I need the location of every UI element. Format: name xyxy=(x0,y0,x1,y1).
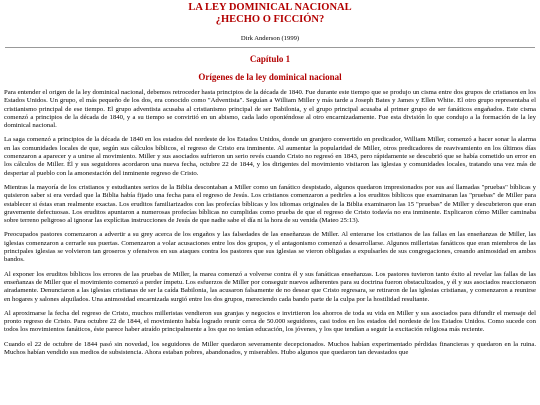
paragraph-4: Preocupados pastores comenzaron a advertir a su grey acerca de los engaños y las falsedades de las enseñanzas de Miller. Al enterarse los cristianos de las fallas en las enseñanzas de Miller, las iglesias comenzaron a cerrarle sus puertas. Comenzaron a volar acusaciones entre los dos grupos, y el antagonismo comenzó a desarrollarse. Algunos milleristas fanáticos que eran miembros de las principales iglesias se volvieron tan groseros y ofensivos en sus ataques contra los pastores que sus iglesias se vieron obligadas a expulsarles de sus congregaciones, creando animosidad en ambos bandos. xyxy=(4,231,536,264)
chapter-heading: Capítulo 1 xyxy=(249,54,291,64)
author-byline: Dirk Anderson (1999) xyxy=(240,35,300,42)
title-divider xyxy=(5,47,535,48)
body-text xyxy=(4,89,536,357)
paragraph-5: Al exponer los eruditos bíblicos los errores de las pruebas de Miller, la marea comenzó a volverse contra él y sus fanáticas enseñanzas. Los pastores tuvieron tanto éxito al revelar las fallas de las enseñanzas de Miller que el movimiento comenzó a perder ímpetu. Los esfuerzos de Miller por conseguir nuevos adherentes para su doctrina fueron obstaculizados, y él y sus asociados reaccionaron airadamente. Denunciaron a las iglesias cristianas de ser la caída Babilonia, las acusaron falsamente de no desear que Cristo regresara, se retiraron de las iglesias cristianas, y comenzaron a reunirse en hogares y salones alquilados. Una animosidad encarnizada surgió entre los dos grupos, mereciendo cada bando parte de la culpa por la hostilidad resultante. xyxy=(4,270,536,303)
paragraph-1: Para entender el origen de la ley dominical nacional, debemos retroceder hasta principios de la década de 1840. Fue durante este tiempo que se produjo un cisma entre dos grupos de cristianos en los Estados Unidos. Un grupo, el más pequeño de los dos, era conocido como "Adventista". Seguían a William Miller y más tarde a Joseph Bates y James y Ellen White. El otro grupo representaba el cristianismo principal de ese tiempo. El grupo adventista acusaba al cristianismo principal de ser Babilonia, y el grupo principal acusaba al primer grupo de ser fanáticos engañados. Este cisma comenzó a principios de la década de 1840, y a su tiempo se convirtió en un abismo, cada lado oponiéndose al otro encarnizadamente. Fue esta división lo que condujo a la formación de la ley dominical nacional. xyxy=(4,89,536,130)
document-title xyxy=(4,2,536,25)
paragraph-3: Mientras la mayoría de los cristianos y estudiantes serios de la Biblia descontaban a Miller como un fanático despistado, algunos quedaron impresionados por sus así llamadas "pruebas" bíblicas y quisieron saber si era verdad que la Biblia había fijado una fecha para el regreso de Jesús. Los cristianos comenzaron a pedirles a los eruditos bíblicos que examinaran las "pruebas" de Miller para establecer si éstas eran realmente exactas. Los eruditos familiarizados con las profecías bíblicas y los idiomas originales de la Biblia examinaron las 15 "pruebas" de Miller y descubrieron que eran gravemente defectuosas. Los eruditos apuntaron a numerosas profecías bíblicas no cumplidas como prueba de que el regreso de Cristo todavía no era inminente. Explicaron cómo Miller caminaba sobre terreno peligroso al ignorar las explícitas instrucciones de Jesús de que nadie sabe el día ni la hora de su venida (Mateo 25:13). xyxy=(4,183,536,225)
paragraph-2: La saga comenzó a principios de la década de 1840 en los estados del nordeste de los Estados Unidos, donde un granjero convertido en predicador, William Miller, comenzó a hacer sonar la alarma en las comunidades locales de que, según sus cálculos bíblicos, el regreso de Cristo era inminente. Al aumentar la popularidad de Miller, otros predicadores de reavivamiento en los últimos días comenzaron a aparecer y a unirse al movimiento. Miller y sus asociados sufrieron un serio revés cuando Cristo no regresó en 1843, pero rápidamente se descubrió que se había cometido un error en los cálculos de Miller. Él y sus seguidores acordaron una nueva fecha, octubre 22 de 1844, y los dirigentes del movimiento visitaron las iglesias y comunidades locales, tratando una vez más de despertar al pueblo con la amonestación del inminente regreso de Cristo. xyxy=(4,136,536,177)
chapter-subtitle: Orígenes de la ley dominical nacional xyxy=(198,72,342,82)
title-line-1: LA LEY DOMINICAL NACIONAL xyxy=(188,2,352,13)
title-line-2: ¿HECHO O FICCIÓN? xyxy=(215,13,325,25)
paragraph-6: Al aproximarse la fecha del regreso de Cristo, muchos milleristas vendieron sus granjas y negocios e invirtieron los ahorros de toda su vida en Miller y sus asociados para difundir el mensaje del pronto regreso de Cristo. Para octubre 22 de 1844, el movimiento había logrado reunir cerca de 50.000 seguidores, casi todos en los estados del nordeste de los Estados Unidos. Como sucede con todos los movimientos fanáticos, éste parece haber atraído principalmente a los que no tenían educación, los jóvenes, y los que tendían a seguir la excitación religiosa más reciente. xyxy=(4,309,536,334)
paragraph-7: Cuando el 22 de octubre de 1844 pasó sin novedad, los seguidores de Miller quedaron severamente decepcionados. Muchos habían experimentado pérdidas financieras y quedaron en la ruina. Muchos habían vendido sus medios de subsistencia. Ahora estaban pobres, abandonados, y miserables. Hubo algunos que quedaron tan devastados que xyxy=(4,340,536,357)
